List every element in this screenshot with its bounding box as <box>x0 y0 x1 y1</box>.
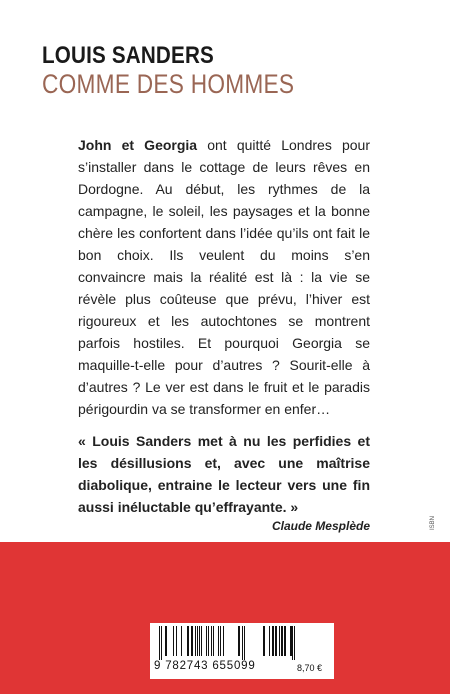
book-title: COMME DES HOMMES <box>42 69 295 99</box>
quote-attribution: Claude Mesplède <box>271 519 370 533</box>
barcode-box <box>150 623 334 679</box>
synopsis-paragraph <box>78 134 370 420</box>
isbn-number: 9 782743 655099 <box>154 660 256 672</box>
synopsis-body: ont quitté Londres pour s’installer dans le cottage de leurs rêves en Dordogne. Au début, les rythmes de la campagne, le soleil, les paysages et la bonne chère les confortent dans l’idée qu’ils ont fait le bon choix. Ils veulent du moins s’en convaincre mais la réalité est là : la vie se révèle plus coûteuse que prévu, l’hiver est rigoureux et les autochtones se montrent parfois hostiles. Et pourquoi Georgia se maquille-t-elle pour d’autres ? Sourit-elle à d’autres ? Le ver est dans le fruit et le paradis périgourdin va se transformer en enfer… <box>78 137 370 417</box>
author-name: LOUIS SANDERS <box>42 42 214 69</box>
publisher-mark: ISBN <box>430 515 436 530</box>
synopsis-lead: John et Georgia <box>78 137 198 153</box>
press-quote: « Louis Sanders met à nu les perfidies et les désillusions et, avec une maîtrise diabolique, entraine le lecteur vers une fin aussi inéluctable qu’effrayante. » <box>78 433 370 515</box>
barcode-icon <box>158 626 298 660</box>
price-label: 8,70 € <box>297 663 323 673</box>
